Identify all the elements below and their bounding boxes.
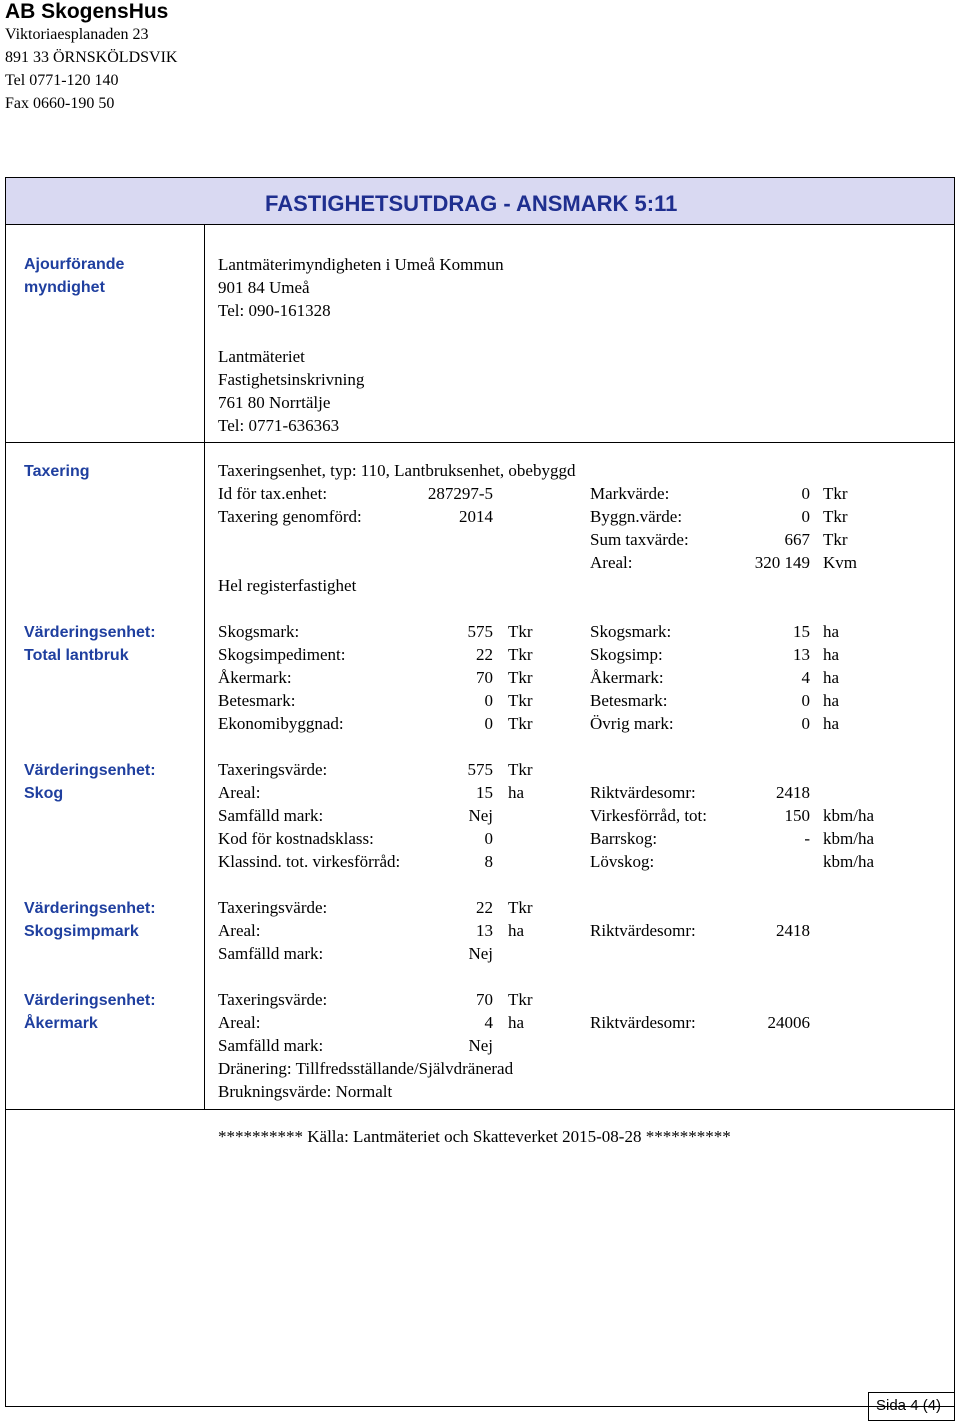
- byggnvarde-value: 0: [801, 507, 810, 526]
- skog-areal-label: Areal:: [218, 783, 261, 802]
- total-left-label: Betesmark:: [218, 691, 296, 710]
- total-left-value: 0: [484, 714, 493, 733]
- column-divider: [204, 225, 205, 1110]
- total-left-label: Ekonomibyggnad:: [218, 714, 344, 733]
- aker-label-2: Åkermark: [24, 1015, 98, 1032]
- company-phone: Tel 0771-120 140: [5, 72, 119, 89]
- total-left-label: Skogsmark:: [218, 622, 300, 641]
- aker-taxv-value: 70: [476, 990, 493, 1009]
- simp-rikt-value: 2418: [776, 921, 810, 940]
- total-right-value: 0: [801, 691, 810, 710]
- total-right-label: Övrig mark:: [590, 714, 674, 733]
- total-left-unit: Tkr: [508, 645, 533, 664]
- total-left-unit: Tkr: [508, 714, 533, 733]
- simp-taxv-value: 22: [476, 898, 493, 917]
- aker-brukning: Brukningsvärde: Normalt: [218, 1082, 393, 1101]
- skog-lov-label: Lövskog:: [590, 852, 655, 871]
- skog-samf-value: Nej: [468, 806, 493, 825]
- tax-id-value: 287297-5: [427, 484, 493, 503]
- authority-line: Lantmäterimyndigheten i Umeå Kommun: [218, 255, 504, 274]
- authority-line: Lantmäteriet: [218, 347, 305, 366]
- areal-value: 320 149: [754, 553, 810, 572]
- total-right-unit: ha: [823, 691, 840, 710]
- skog-taxv-unit: Tkr: [508, 760, 533, 779]
- simp-label: Värderingsenhet:: [24, 900, 156, 917]
- skog-barr-unit: kbm/ha: [823, 829, 874, 848]
- skog-areal-value: 15: [476, 783, 493, 802]
- page-number: Sida 4 (4): [876, 1397, 942, 1414]
- simp-label-2: Skogsimpmark: [24, 923, 139, 940]
- total-right-unit: ha: [823, 645, 840, 664]
- section-divider: [5, 1109, 955, 1110]
- hel-registerfastighet: Hel registerfastighet: [218, 576, 357, 595]
- sumtax-label: Sum taxvärde:: [590, 530, 689, 549]
- aker-taxv-unit: Tkr: [508, 990, 533, 1009]
- authority-line: Tel: 090-161328: [218, 301, 331, 320]
- tax-year-value: 2014: [459, 507, 493, 526]
- aker-samf-label: Samfälld mark:: [218, 1036, 324, 1055]
- total-right-unit: ha: [823, 714, 840, 733]
- total-left-value: 0: [484, 691, 493, 710]
- skog-taxv-value: 575: [467, 760, 493, 779]
- byggnvarde-label: Byggn.värde:: [590, 507, 683, 526]
- total-left-value: 70: [476, 668, 493, 687]
- total-right-value: 0: [801, 714, 810, 733]
- areal-label: Areal:: [590, 553, 633, 572]
- skog-lov-unit: kbm/ha: [823, 852, 874, 871]
- skog-areal-unit: ha: [508, 783, 525, 802]
- total-left-unit: Tkr: [508, 691, 533, 710]
- authority-line: Tel: 0771-636363: [218, 416, 340, 435]
- authority-line: 761 80 Norrtälje: [218, 393, 331, 412]
- total-right-value: 15: [793, 622, 810, 641]
- markvarde-value: 0: [801, 484, 810, 503]
- markvarde-unit: Tkr: [823, 484, 848, 503]
- authority-line: Fastighetsinskrivning: [218, 370, 365, 389]
- skog-rikt-value: 2418: [776, 783, 810, 802]
- sumtax-unit: Tkr: [823, 530, 848, 549]
- total-right-label: Skogsmark:: [590, 622, 672, 641]
- taxering-label: Taxering: [24, 463, 90, 480]
- skog-klass-label: Klassind. tot. virkesförråd:: [218, 852, 401, 871]
- skog-virke-label: Virkesförråd, tot:: [590, 806, 707, 825]
- skog-kod-label: Kod för kostnadsklass:: [218, 829, 374, 848]
- skog-klass-value: 8: [484, 852, 493, 871]
- simp-areal-value: 13: [476, 921, 493, 940]
- total-right-label: Betesmark:: [590, 691, 668, 710]
- total-left-unit: Tkr: [508, 622, 533, 641]
- skog-samf-label: Samfälld mark:: [218, 806, 324, 825]
- aker-areal-unit: ha: [508, 1013, 525, 1032]
- aker-samf-value: Nej: [468, 1036, 493, 1055]
- simp-rikt-label: Riktvärdesomr:: [590, 921, 696, 940]
- skog-kod-value: 0: [484, 829, 493, 848]
- company-address: Viktoriaesplanaden 23: [5, 26, 149, 43]
- company-postal: 891 33 ÖRNSKÖLDSVIK: [5, 49, 178, 66]
- sumtax-value: 667: [784, 530, 810, 549]
- authority-line: 901 84 Umeå: [218, 278, 310, 297]
- taxering-type: Taxeringsenhet, typ: 110, Lantbruksenhet, obebyggd: [218, 461, 576, 480]
- skog-barr-value: -: [804, 829, 810, 848]
- total-label: Värderingsenhet:: [24, 624, 156, 641]
- aker-label: Värderingsenhet:: [24, 992, 156, 1009]
- tax-year-label: Taxering genomförd:: [218, 507, 362, 526]
- company-fax: Fax 0660-190 50: [5, 95, 115, 112]
- markvarde-label: Markvärde:: [590, 484, 670, 503]
- aker-areal-label: Areal:: [218, 1013, 261, 1032]
- aker-rikt-label: Riktvärdesomr:: [590, 1013, 696, 1032]
- byggnvarde-unit: Tkr: [823, 507, 848, 526]
- total-left-unit: Tkr: [508, 668, 533, 687]
- aker-taxv-label: Taxeringsvärde:: [218, 990, 328, 1009]
- skog-virke-value: 150: [784, 806, 810, 825]
- total-right-label: Åkermark:: [590, 668, 664, 687]
- skog-barr-label: Barrskog:: [590, 829, 658, 848]
- aker-areal-value: 4: [484, 1013, 493, 1032]
- aker-dranering: Dränering: Tillfredsställande/Självdränerad: [218, 1059, 514, 1078]
- skog-taxv-label: Taxeringsvärde:: [218, 760, 328, 779]
- simp-samf-label: Samfälld mark:: [218, 944, 324, 963]
- total-right-value: 13: [793, 645, 810, 664]
- skog-label-2: Skog: [24, 785, 64, 802]
- simp-taxv-unit: Tkr: [508, 898, 533, 917]
- section-divider: [5, 442, 955, 443]
- tax-id-label: Id för tax.enhet:: [218, 484, 328, 503]
- skog-rikt-label: Riktvärdesomr:: [590, 783, 696, 802]
- total-left-label: Skogsimpediment:: [218, 645, 346, 664]
- simp-samf-value: Nej: [468, 944, 493, 963]
- simp-areal-label: Areal:: [218, 921, 261, 940]
- skog-label: Värderingsenhet:: [24, 762, 156, 779]
- simp-taxv-label: Taxeringsvärde:: [218, 898, 328, 917]
- aker-rikt-value: 24006: [767, 1013, 810, 1032]
- source-note: ********** Källa: Lantmäteriet och Skatteverket 2015-08-28 **********: [218, 1127, 731, 1146]
- ajour-label-2: myndighet: [24, 279, 105, 296]
- areal-unit: Kvm: [823, 553, 857, 572]
- total-label-2: Total lantbruk: [24, 647, 129, 664]
- total-right-unit: ha: [823, 668, 840, 687]
- page-title: FASTIGHETSUTDRAG - ANSMARK 5:11: [265, 191, 678, 216]
- skog-virke-unit: kbm/ha: [823, 806, 874, 825]
- simp-areal-unit: ha: [508, 921, 525, 940]
- ajour-label: Ajourförande: [24, 256, 125, 273]
- total-right-unit: ha: [823, 622, 840, 641]
- total-left-value: 575: [467, 622, 493, 641]
- total-right-label: Skogsimp:: [590, 645, 663, 664]
- total-left-label: Åkermark:: [218, 668, 292, 687]
- company-name: AB SkogensHus: [5, 0, 169, 23]
- total-left-value: 22: [476, 645, 493, 664]
- total-right-value: 4: [801, 668, 810, 687]
